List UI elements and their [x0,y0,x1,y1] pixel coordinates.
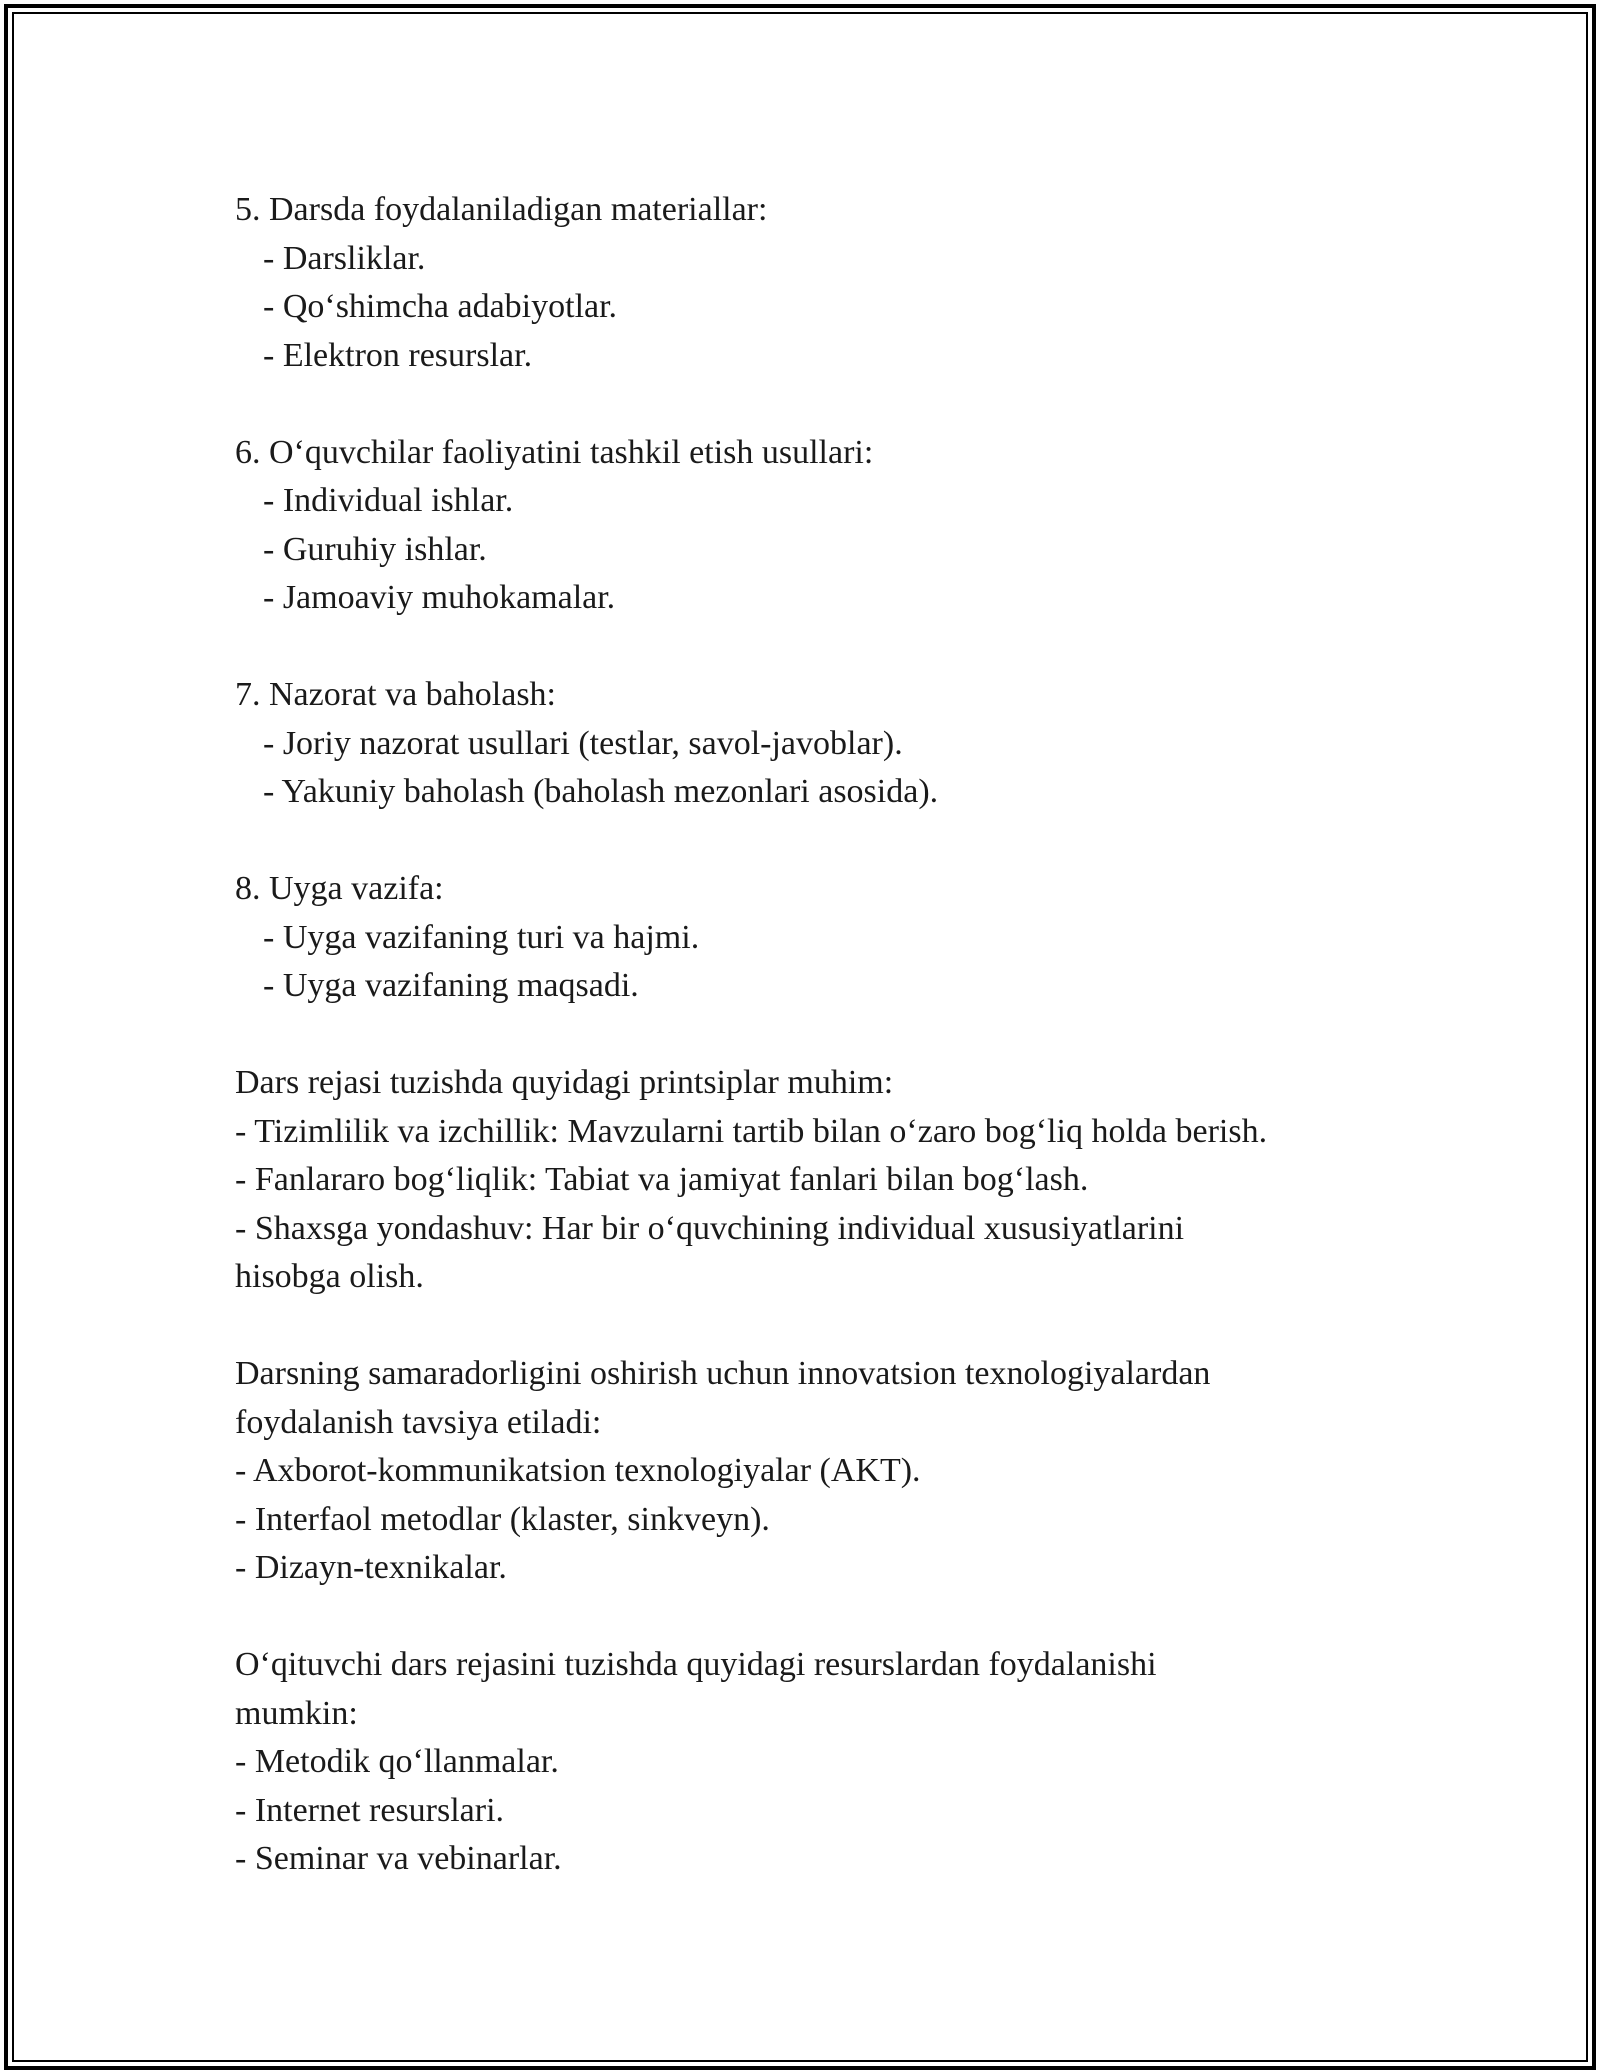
paragraph-line: - Tizimlilik va izchillik: Mavzularni tartib bilan o‘zaro bog‘liq holda berish. [235,1112,1268,1150]
paragraph-line: - Interfaol metodlar (klaster, sinkveyn). [235,1500,770,1538]
section-heading: 8. Uyga vazifa: [235,870,444,907]
paragraph-line: - Seminar va vebinarlar. [235,1840,562,1877]
list-item: - Joriy nazorat usullari (testlar, savol-javoblar). [263,724,903,762]
innovations-paragraph [235,1350,1385,1593]
paragraph-intro: Dars rejasi tuzishda quyidagi printsiplar muhim: [235,1064,894,1101]
paragraph-gap [235,1302,1385,1351]
paragraph-gap [235,817,1385,866]
paragraph-gap [235,1011,1385,1060]
section-assessment [235,671,1385,817]
list-item: - Darsliklar. [263,239,426,277]
list-item: - Individual ishlar. [263,482,514,519]
document-body [235,186,1385,1884]
paragraph-line: Darsning samaradorligini oshirish uchun innovatsion texnologiyalardan [235,1355,1211,1392]
list-item: - Uyga vazifaning turi va hajmi. [263,918,700,956]
paragraph-line: - Shaxsga yondashuv: Har bir o‘quvchining individual xususiyatlarini [235,1209,1185,1247]
paragraph-line: O‘qituvchi dars rejasini tuzishda quyidagi resurslardan foydalanishi [235,1646,1157,1683]
paragraph-line: - Internet resurslari. [235,1791,505,1829]
list-item: - Yakuniy baholash (baholash mezonlari asosida). [263,773,939,810]
section-heading: 5. Darsda foydalaniladigan materiallar: [235,191,768,228]
section-heading: 6. O‘quvchilar faoliyatini tashkil etish usullari: [235,433,874,471]
section-materials [235,186,1385,380]
section-heading: 7. Nazorat va baholash: [235,676,556,713]
paragraph-gap [235,623,1385,672]
paragraph-line: - Dizayn-texnikalar. [235,1549,507,1586]
resources-paragraph [235,1641,1385,1884]
paragraph-line: foydalanish tavsiya etiladi: [235,1403,602,1441]
section-activity-methods [235,429,1385,623]
paragraph-line: - Fanlararo bog‘liqlik: Tabiat va jamiyat fanlari bilan bog‘lash. [235,1161,1089,1198]
paragraph-gap [235,380,1385,429]
paragraph-line: mumkin: [235,1694,358,1732]
list-item: - Elektron resurslar. [263,336,533,374]
paragraph-line: hisobga olish. [235,1258,424,1295]
paragraph-line: - Metodik qo‘llanmalar. [235,1743,559,1780]
list-item: - Qo‘shimcha adabiyotlar. [263,288,618,325]
section-homework [235,865,1385,1011]
principles-paragraph [235,1059,1385,1302]
list-item: - Uyga vazifaning maqsadi. [263,967,639,1004]
list-item: - Jamoaviy muhokamalar. [263,579,616,616]
paragraph-line: - Axborot-kommunikatsion texnologiyalar (AKT). [235,1452,921,1489]
paragraph-gap [235,1593,1385,1642]
list-item: - Guruhiy ishlar. [263,530,487,568]
